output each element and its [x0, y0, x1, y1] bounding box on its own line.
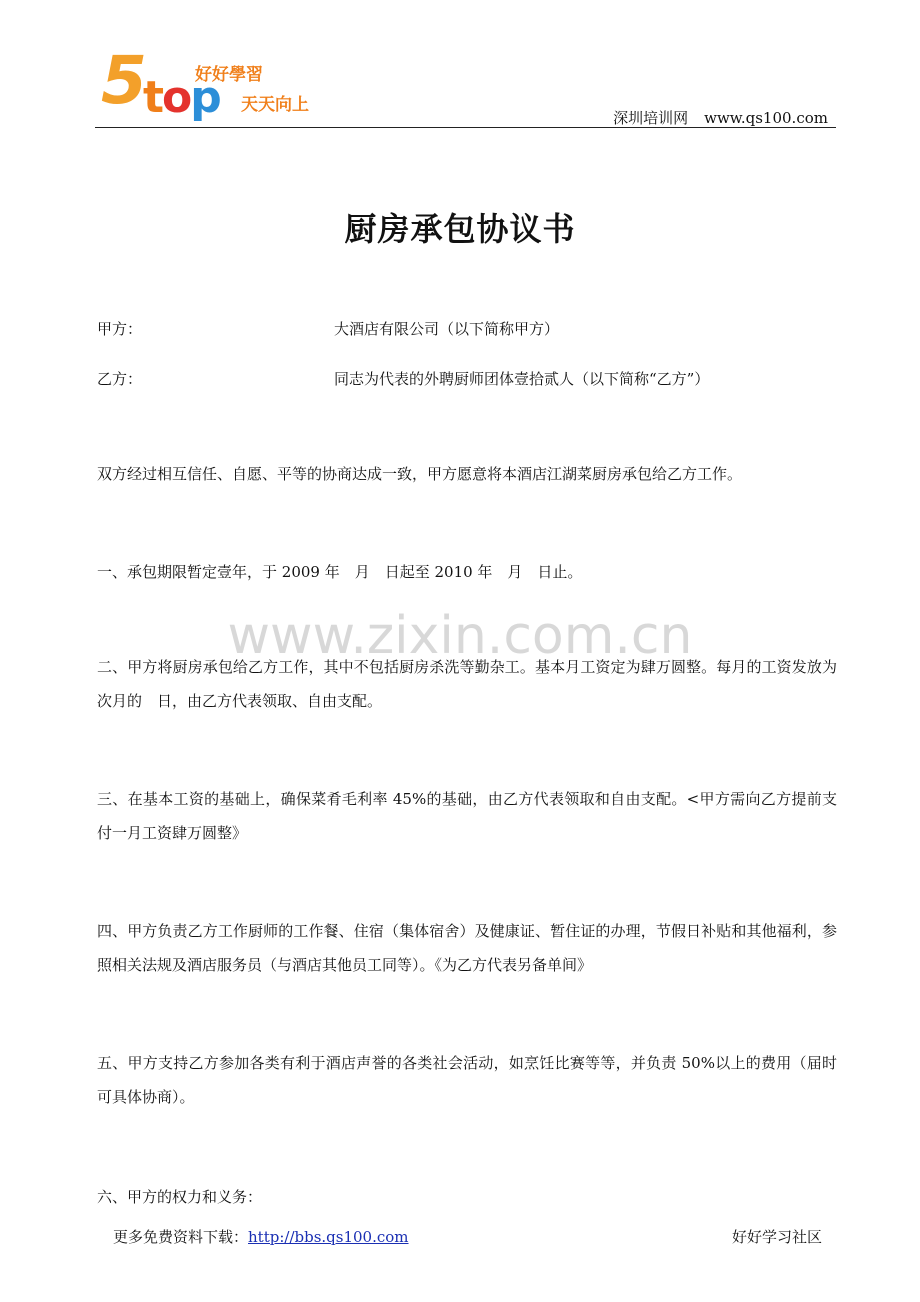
clause-1: 一、承包期限暂定壹年，于 2009 年 月 日起至 2010 年 月 日止。: [97, 563, 583, 581]
clause-2: 二、甲方将厨房承包给乙方工作，其中不包括厨房杀洗等勤杂工。基本月工资定为肆万圆整。每月的工资发放为次月的 日，由乙方代表领取、自由支配。: [97, 658, 837, 710]
page-header: [95, 40, 836, 129]
party-b-label: 乙方：: [97, 370, 143, 388]
site-info: [613, 107, 828, 128]
logo-slogan-1: 好好學習: [195, 65, 263, 85]
document-title: 厨房承包协议书: [344, 210, 576, 248]
clause-4: 四、甲方负责乙方工作厨师的工作餐、住宿（集体宿舍）及健康证、暂住证的办理，节假日补贴和其他福利，参照相关法规及酒店服务员（与酒店其他员工同等）。《为乙方代表另备单间》: [97, 922, 837, 974]
footer-download-link[interactable]: http://bbs.qs100.com: [248, 1228, 409, 1246]
logo-slogan-2: 天天向上: [241, 95, 309, 115]
footer-community: 好好学习社区: [731, 1228, 822, 1246]
site-name: 深圳培训网: [613, 109, 689, 127]
logo-wordmark: top: [143, 72, 220, 123]
party-a-value: 大酒店有限公司（以下简称甲方）: [334, 320, 560, 338]
logo-digit: 5: [101, 42, 147, 119]
clause-3: 三、在基本工资的基础上，确保菜肴毛利率 45%的基础，由乙方代表领取和自由支配。<甲方需向乙方提前支付一月工资肆万圆整》: [97, 790, 837, 842]
footer-download-label: 更多免费资料下载：: [113, 1228, 249, 1246]
site-logo[interactable]: [95, 42, 325, 130]
intro-paragraph: 双方经过相互信任、自愿、平等的协商达成一致，甲方愿意将本酒店江湖菜厨房承包给乙方工作。: [97, 465, 743, 483]
site-url: www.qs100.com: [704, 109, 828, 127]
clause-6: 六、甲方的权力和义务：: [97, 1188, 263, 1206]
watermark: www.zixin.com.cn: [227, 606, 693, 666]
party-b-value: 同志为代表的外聘厨师团体壹拾贰人（以下简称“乙方”）: [334, 370, 710, 388]
header-divider: [95, 127, 836, 128]
footer-download: [113, 1226, 409, 1247]
clause-5: 五、甲方支持乙方参加各类有利于酒店声誉的各类社会活动，如烹饪比赛等等，并负责 50%以上的费用（届时可具体协商）。: [97, 1054, 837, 1106]
party-a-label: 甲方：: [97, 320, 143, 338]
